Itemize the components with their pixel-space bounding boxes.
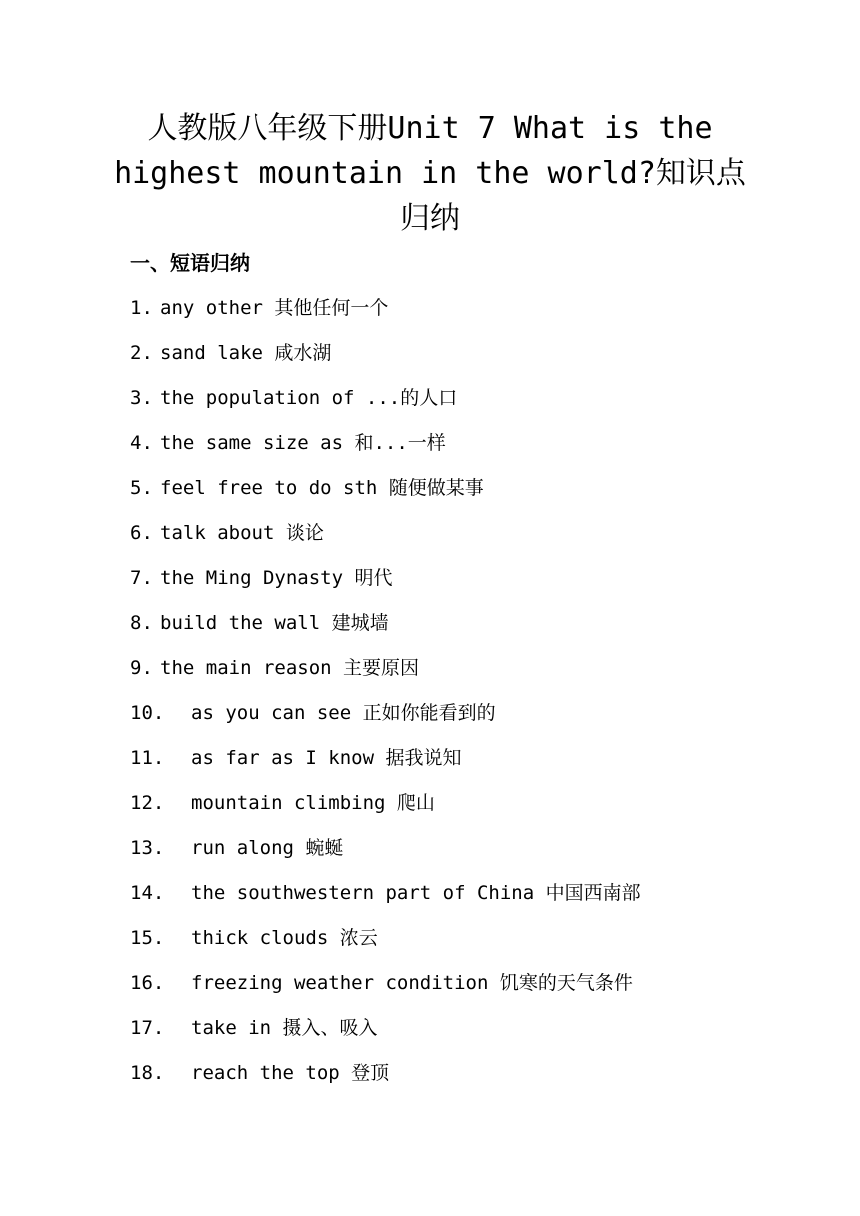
item-text: the southwestern part of China 中国西南部	[191, 882, 641, 904]
list-item	[130, 473, 750, 518]
list-item	[130, 608, 750, 653]
list-item	[130, 428, 750, 473]
item-text: take in 摄入、吸入	[191, 1017, 378, 1039]
item-text: as far as I know 据我说知	[191, 747, 462, 769]
list-item	[130, 1013, 750, 1058]
list-item	[130, 698, 750, 743]
item-text: any other 其他任何一个	[160, 297, 389, 319]
item-number: 7.	[130, 567, 153, 589]
list-item	[130, 833, 750, 878]
item-text: sand lake 咸水湖	[160, 342, 332, 364]
item-number: 2.	[130, 342, 153, 364]
item-text: talk about 谈论	[160, 522, 324, 544]
document-title: 人教版八年级下册Unit 7 What is the highest mountain in the world?知识点归纳	[114, 111, 746, 236]
item-text: mountain climbing 爬山	[191, 792, 435, 814]
item-number: 3.	[130, 387, 153, 409]
item-number: 8.	[130, 612, 153, 634]
item-number: 17.	[130, 1017, 165, 1039]
list-item	[130, 563, 750, 608]
item-text: the main reason 主要原因	[160, 657, 420, 679]
list-item	[130, 338, 750, 383]
item-text: as you can see 正如你能看到的	[191, 702, 496, 724]
list-item	[130, 518, 750, 563]
list-item	[130, 788, 750, 833]
item-text: the Ming Dynasty 明代	[160, 567, 393, 589]
section-heading: 一、短语归纳	[130, 251, 250, 275]
item-number: 12.	[130, 792, 165, 814]
item-text: run along 蜿蜒	[191, 837, 344, 859]
item-number: 11.	[130, 747, 165, 769]
list-item	[130, 743, 750, 788]
item-number: 18.	[130, 1062, 165, 1084]
list-item	[130, 968, 750, 1013]
item-text: freezing weather condition 饥寒的天气条件	[191, 972, 633, 994]
list-item	[130, 1058, 750, 1103]
item-number: 4.	[130, 432, 153, 454]
item-number: 1.	[130, 297, 153, 319]
item-text: feel free to do sth 随便做某事	[160, 477, 484, 499]
item-number: 15.	[130, 927, 165, 949]
item-number: 14.	[130, 882, 165, 904]
phrase-list	[130, 293, 750, 1103]
item-number: 16.	[130, 972, 165, 994]
item-number: 9.	[130, 657, 153, 679]
list-item	[130, 293, 750, 338]
list-item	[130, 653, 750, 698]
item-number: 6.	[130, 522, 153, 544]
list-item	[130, 923, 750, 968]
item-number: 10.	[130, 702, 165, 724]
item-text: the same size as 和...一样	[160, 432, 446, 454]
item-text: build the wall 建城墙	[160, 612, 389, 634]
item-text: the population of ...的人口	[160, 387, 458, 409]
item-number: 13.	[130, 837, 165, 859]
item-text: thick clouds 浓云	[191, 927, 378, 949]
list-item	[130, 383, 750, 428]
item-text: reach the top 登顶	[191, 1062, 390, 1084]
list-item	[130, 878, 750, 923]
item-number: 5.	[130, 477, 153, 499]
